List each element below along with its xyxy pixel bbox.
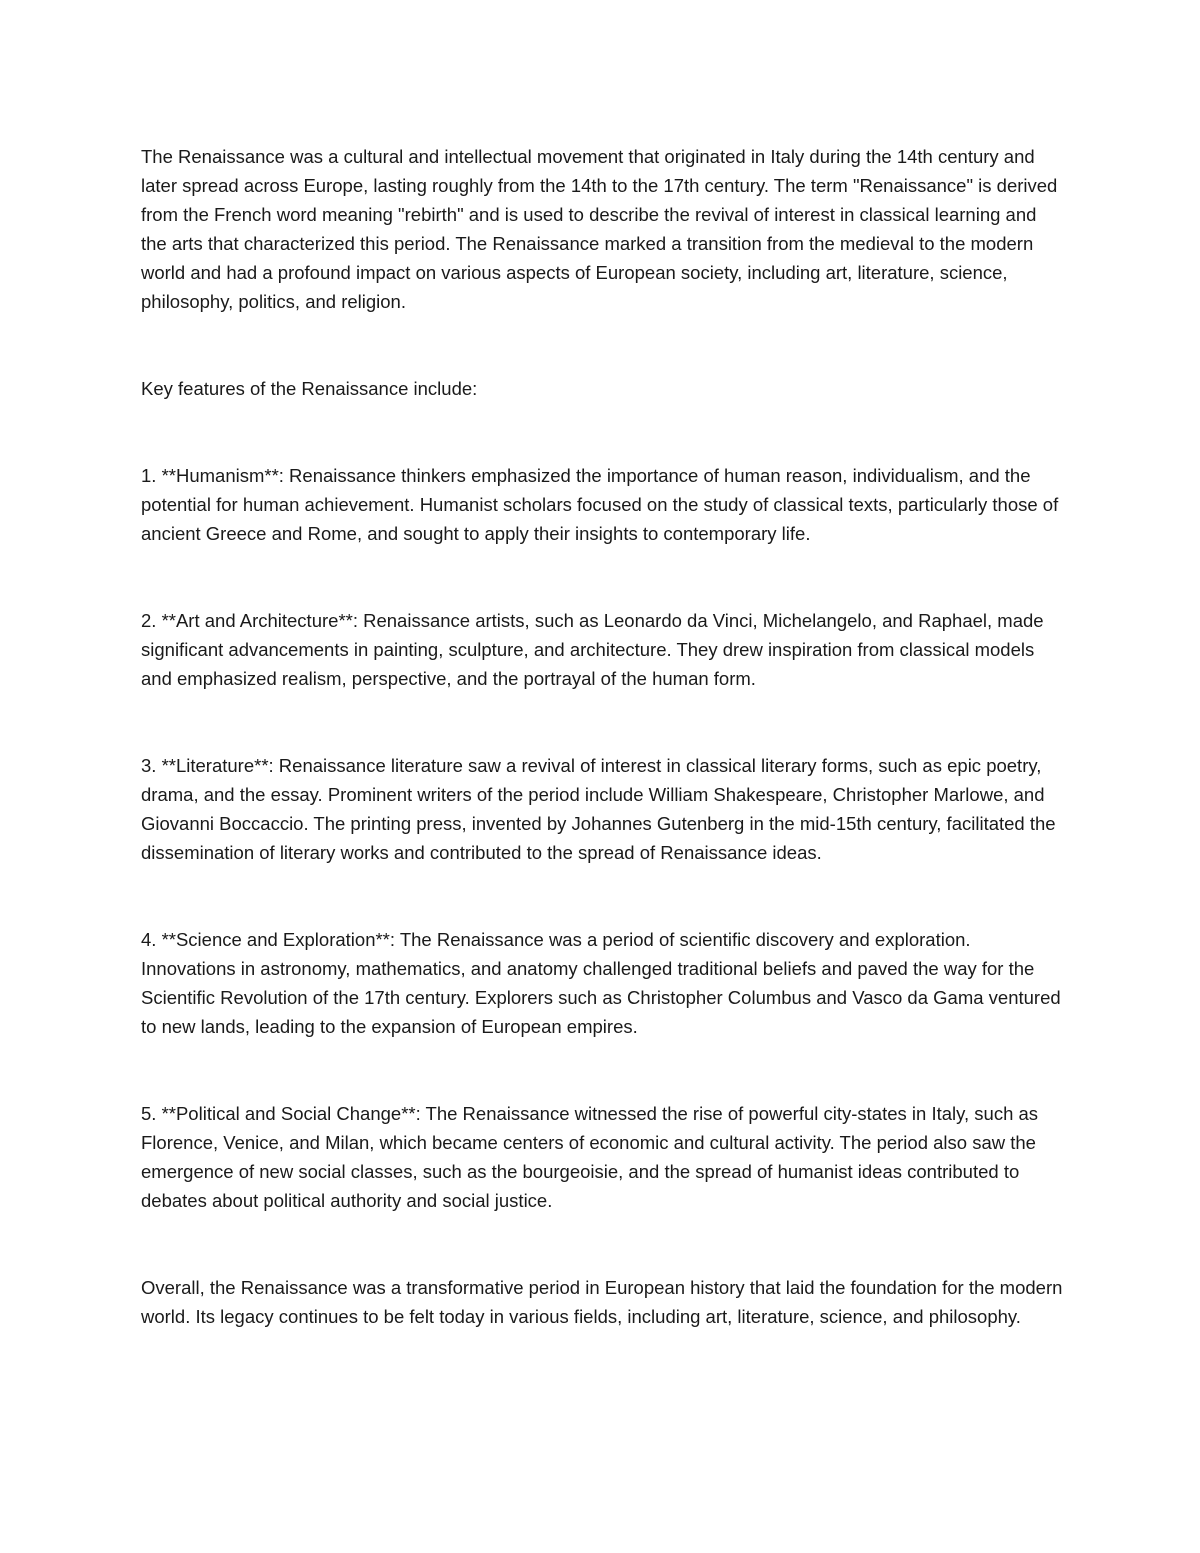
feature-science-exploration: 4. **Science and Exploration**: The Renaissance was a period of scientific discovery and exploration. Innovations in astronomy, mathematics, and anatomy challenged traditional beliefs and paved the way for the Scientific Revolution of the 17th century. Explorers such as Christopher Columbus and Vasco da Gama ventured to new lands, leading to the expansion of European empires. xyxy=(141,929,1061,1037)
feature-political-social: 5. **Political and Social Change**: The Renaissance witnessed the rise of powerful city-states in Italy, such as Florence, Venice, and Milan, which became centers of economic and cultural activity. The period also saw the emergence of new social classes, such as the bourgeoisie, and the spread of humanist ideas contributed to debates about political authority and social justice. xyxy=(141,1103,1039,1211)
feature-literature: 3. **Literature**: Renaissance literature saw a revival of interest in classical literary forms, such as epic poetry, drama, and the essay. Prominent writers of the period include William Shakespeare, Christopher Marlowe, and Giovanni Boccaccio. The printing press, invented by Johannes Gutenberg in the mid-15th century, facilitated the dissemination of literary works and contributed to the spread of Renaissance ideas. xyxy=(141,755,1056,863)
document-body xyxy=(141,142,1066,1331)
feature-humanism: 1. **Humanism**: Renaissance thinkers emphasized the importance of human reason, individualism, and the potential for human achievement. Humanist scholars focused on the study of classical texts, particularly those of ancient Greece and Rome, and sought to apply their insights to contemporary life. xyxy=(141,465,1059,544)
features-heading: Key features of the Renaissance include: xyxy=(141,378,478,399)
feature-art-architecture: 2. **Art and Architecture**: Renaissance artists, such as Leonardo da Vinci, Michelangelo, and Raphael, made significant advancements in painting, sculpture, and architecture. They drew inspiration from classical models and emphasized realism, perspective, and the portrayal of the human form. xyxy=(141,610,1044,689)
conclusion-paragraph: Overall, the Renaissance was a transformative period in European history that laid the foundation for the modern world. Its legacy continues to be felt today in various fields, including art, literature, science, and philosophy. xyxy=(141,1277,1063,1327)
intro-paragraph: The Renaissance was a cultural and intellectual movement that originated in Italy during the 14th century and later spread across Europe, lasting roughly from the 14th to the 17th century. The term "Renaissance" is derived from the French word meaning "rebirth" and is used to describe the revival of interest in classical learning and the arts that characterized this period. The Renaissance marked a transition from the medieval to the modern world and had a profound impact on various aspects of European society, including art, literature, science, philosophy, politics, and religion. xyxy=(141,146,1058,312)
